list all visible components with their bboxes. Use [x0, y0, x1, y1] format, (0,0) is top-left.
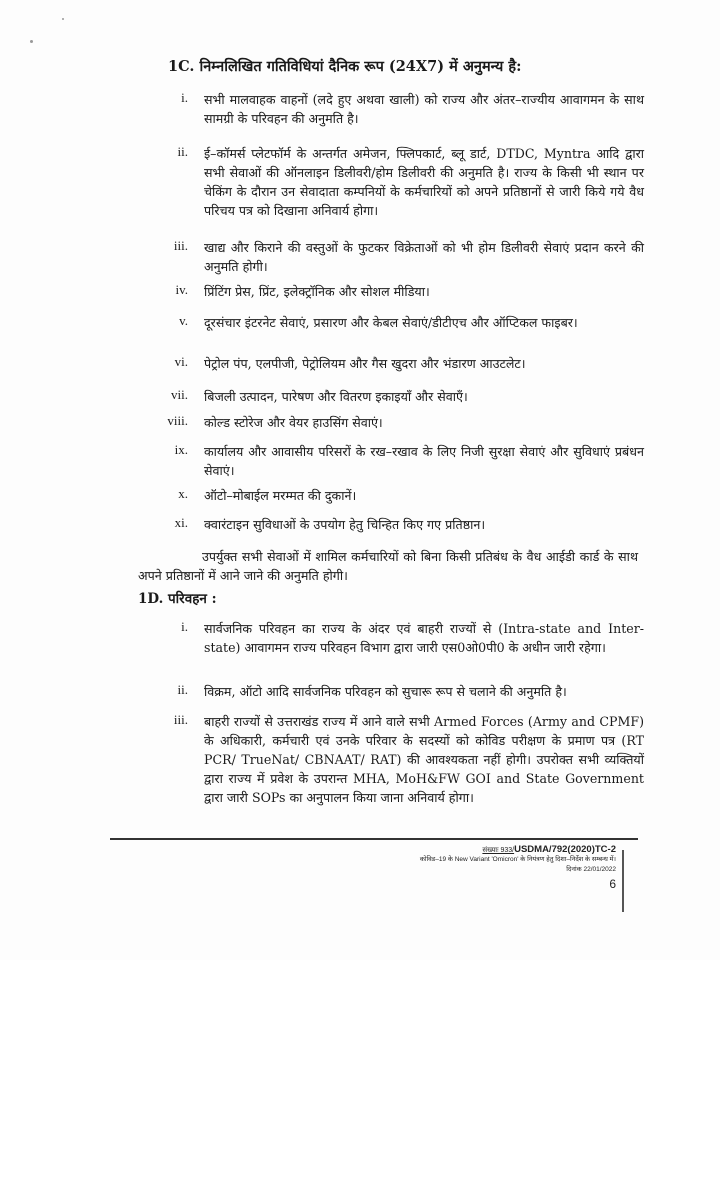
section-1d-heading: 1D. परिवहन :	[138, 591, 217, 607]
scan-speck	[30, 40, 33, 43]
item-text: सभी मालवाहक वाहनों (लदे हुए अथवा खाली) को राज्य और अंतर–राज्यीय आवागमन के साथ सामग्री के परिवहन की अनुमति है।	[204, 92, 644, 126]
item-text: ऑटो–मोबाईल मरम्मत की दुकानें।	[204, 488, 357, 503]
item-text: खाद्य और किराने की वस्तुओं के फुटकर विक्रेताओं को भी होम डिलीवरी सेवाएं प्रदान करने की अनुमति होगी।	[204, 240, 644, 274]
item-number: iv.	[175, 282, 188, 297]
item-number: iii.	[173, 238, 188, 253]
item-number: ii.	[177, 144, 188, 159]
footer-divider	[110, 838, 638, 840]
section-1c-heading: 1C. निम्नलिखित गतिविधियां दैनिक रूप (24X7) में अनुमन्य है:	[168, 58, 522, 75]
item-number: viii.	[167, 413, 188, 428]
item-text: पेट्रोल पंप, एलपीजी, पेट्रोलियम और गैस खुदरा और भंडारण आउटलेट।	[204, 356, 526, 371]
footer-margin-line	[622, 850, 624, 912]
item-text: बाहरी राज्यों से उत्तराखंड राज्य में आने वाले सभी Armed Forces (Army and CPMF) के अधिकारी, कर्मचारी एवं उनके परिवार के सदस्यों को कोविड परीक्षण के प्रमाण पत्र (RT PCR/ TrueNat/ CBNAAT/ RAT) की आवश्यकता नहीं होगी। उपरोक्त सभी व्यक्तियों द्वारा राज्य में प्रवेश के उपरान्त MHA, MoH&FW GOI and State Government द्वारा जारी SOPs का अनुपालन किया जाना अनिवार्य होगा।	[204, 714, 644, 805]
item-text: कोल्ड स्टोरेज और वेयर हाउसिंग सेवाएं।	[204, 415, 383, 430]
item-number: ii.	[177, 682, 188, 697]
item-text: दूरसंचार इंटरनेट सेवाएं, प्रसारण और केबल सेवाएं/डीटीएच और ऑप्टिकल फाइबर।	[204, 315, 578, 330]
page-number: 6	[609, 877, 616, 891]
item-number: xi.	[174, 515, 188, 530]
closing-paragraph: उपर्युक्त सभी सेवाओं में शामिल कर्मचारियों को बिना किसी प्रतिबंध के वैध आईडी कार्ड के साथ अपने प्रतिष्ठानों में आने जाने की अनुमति होगी।	[138, 549, 638, 583]
item-text: ई–कॉमर्स प्लेटफॉर्म के अन्तर्गत अमेजन, फ्लिपकार्ट, ब्लू डार्ट, DTDC, Myntra आदि द्वारा सभी सेवाओं की ऑनलाइन डिलीवरी/होम डिलीवरी की अनुमति है। राज्य के किसी भी स्थान पर चेकिंग के दौरान उन सेवादाता कम्पनियों के कर्मचारियों को अपने प्रतिष्ठानों से जारी किये गये वैध परिचय पत्र को दिखाना अनिवार्य होगा।	[204, 146, 644, 218]
item-text: क्वारंटाइन सुविधाओं के उपयोग हेतु चिन्हित किए गए प्रतिष्ठान।	[204, 517, 486, 532]
footer-subject: कोविड–19 के New Variant 'Omicron' के नियंत्रण हेतु दिशा–निर्देश के सम्बन्ध में।	[419, 856, 616, 863]
item-number: x.	[178, 486, 188, 501]
item-number: vii.	[171, 387, 188, 402]
item-text: बिजली उत्पादन, पारेषण और वितरण इकाइयाँ और सेवाएँ।	[204, 389, 468, 404]
item-number: iii.	[173, 712, 188, 727]
item-text: विक्रम, ऑटो आदि सार्वजनिक परिवहन को सुचारू रूप से चलाने की अनुमति है।	[204, 684, 567, 699]
reference-code: USDMA/792(2020)TC-2	[514, 844, 616, 855]
item-text: कार्यालय और आवासीय परिसरों के रख–रखाव के लिए निजी सुरक्षा सेवाएं और सुविधाएं प्रबंधन सेवाएं।	[204, 444, 644, 478]
item-number: v.	[179, 313, 188, 328]
item-number: i.	[181, 90, 188, 105]
reference-label: संख्याः 933/	[482, 847, 515, 854]
document-footer	[330, 844, 616, 891]
footer-date: दिनांक 22/01/2022	[566, 866, 616, 873]
item-text: प्रिंटिंग प्रेस, प्रिंट, इलेक्ट्रॉनिक और सोशल मीडिया।	[204, 284, 430, 299]
item-number: i.	[181, 619, 188, 634]
blank-margin	[0, 960, 720, 1185]
item-number: vi.	[174, 354, 188, 369]
scan-speck	[62, 18, 64, 20]
reference-number	[330, 844, 616, 855]
item-text: सार्वजनिक परिवहन का राज्य के अंदर एवं बाहरी राज्यों से (Intra-state and Inter-state) आवागमन राज्य परिवहन विभाग द्वारा जारी एस0ओ0पी0 के अधीन जारी रहेगा।	[204, 621, 644, 655]
item-number: ix.	[174, 442, 188, 457]
